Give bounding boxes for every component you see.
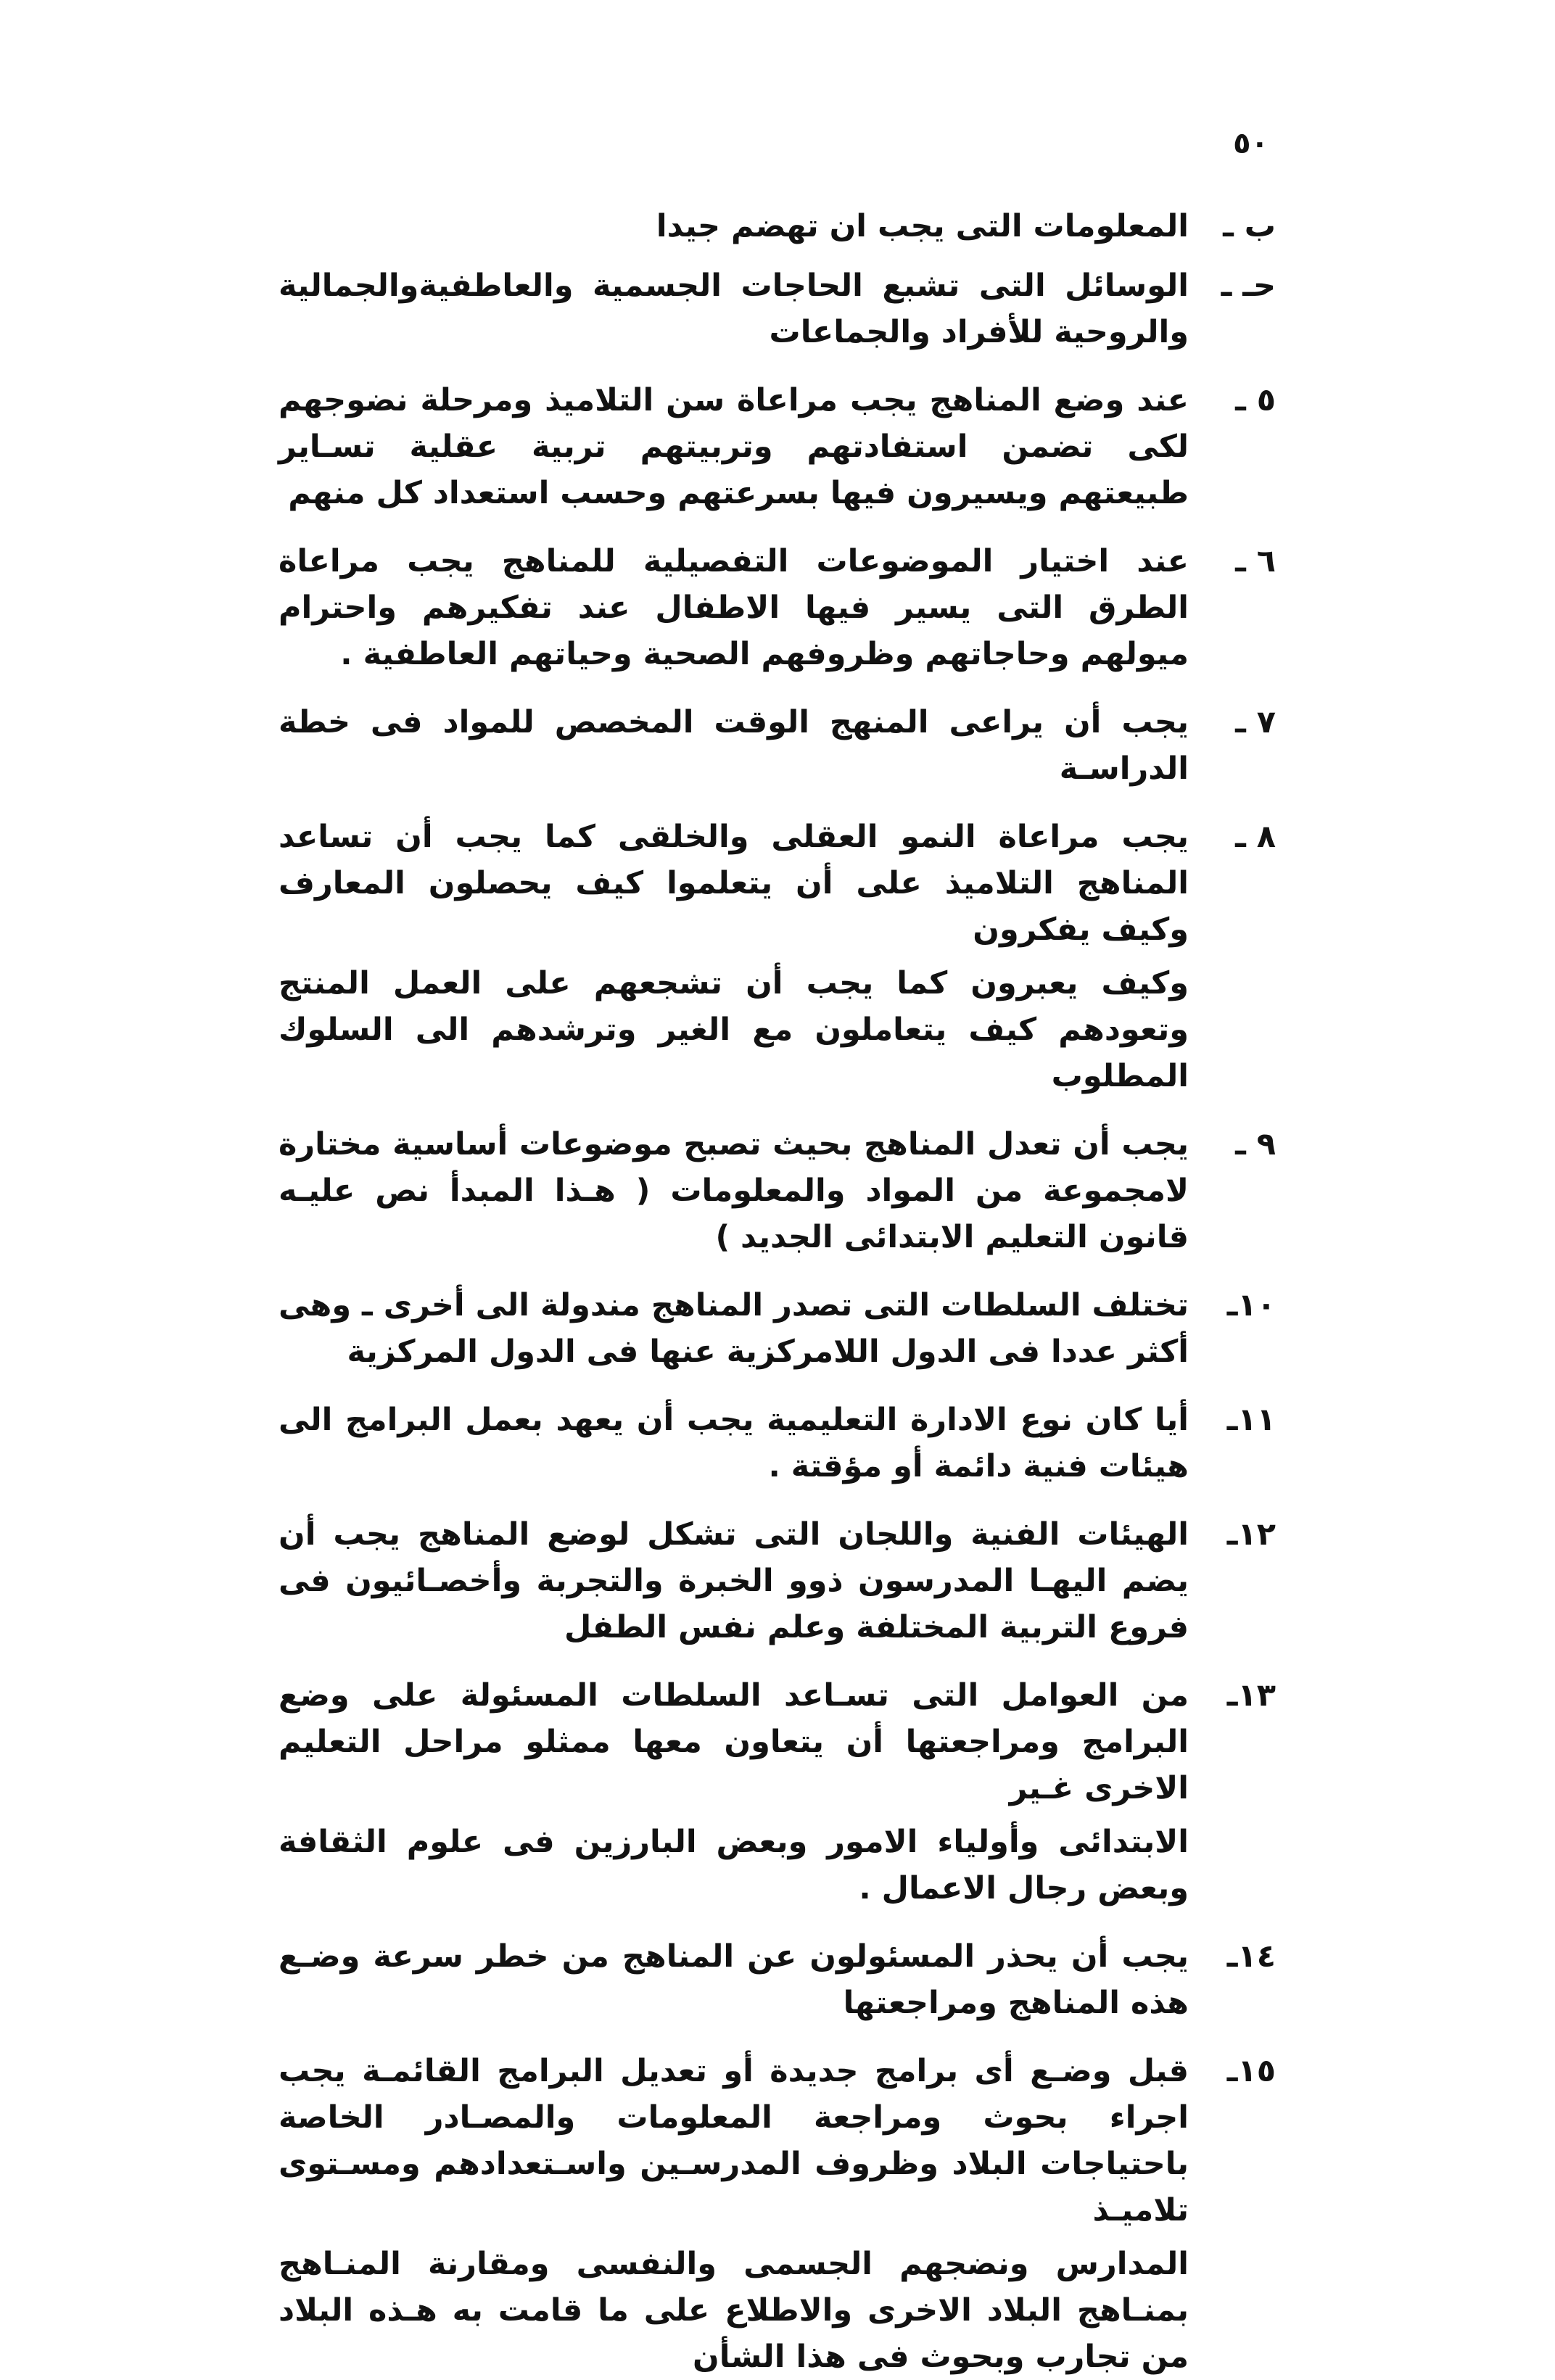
item-paragraph: من العوامل التى تسـاعد السلطات المسئولة على وضع البرامج ومراجعتها أن يتعاون معها ممثلو مراحل التعليم الاخرى غـير [279,1677,1189,1806]
item-marker: ١١ـ [1226,1402,1276,1438]
item-paragraph: الوسائل التى تشبع الحاجات الجسمية والعاطفيةوالجمالية والروحية للأفراد والجماعات [279,268,1189,350]
item-text [279,814,1189,1099]
item-text [279,263,1189,355]
item-marker: ٦ ـ [1235,543,1276,579]
list-item [279,538,1276,677]
list-item [279,814,1276,1099]
item-paragraph: الابتدائى وأولياء الامور وبعض البارزين فى علوم الثقافة وبعض رجال الاعمال . [279,1824,1189,1906]
item-text [279,1933,1189,2026]
item-paragraph: عند اختيار الموضوعات التفصيلية للمناهج يجب مراعاة الطرق التى يسير فيها الاطفال عند تفكيرهم واحترام ميولهم وحاجاتهم وظروفهم الصحية وحياتهم العاطفية . [279,543,1189,672]
item-marker: ١٠ـ [1226,1287,1276,1323]
item-paragraph: تختلف السلطات التى تصدر المناهج مندولة الى أخرى ـ وهى أكثر عددا فى الدول اللامركزية عنها فى الدول المركزية [279,1287,1189,1370]
item-paragraph: عند وضع المناهج يجب مراعاة سن التلاميذ ومرحلة نضوجهم لكى تضمن استفادتهم وتربيتهم تربية عقلية تسـاير طبيعتهم ويسيرون فيها بسرعتهم وحسب استعداد كل منهم [279,382,1189,511]
list-item [279,1933,1276,2026]
item-marker: ب ـ [1223,208,1276,244]
item-marker: ١٤ـ [1226,1938,1276,1975]
item-paragraph: الهيئات الفنية واللجان التى تشكل لوضع المناهج يجب أن يضم اليهـا المدرسون ذوو الخبرة والتجربة وأخصـائيون فى فروع التربية المختلفة وعلم نفس الطفل [279,1516,1189,1645]
item-text [279,1672,1189,1912]
item-paragraph: أيا كان نوع الادارة التعليمية يجب أن يعهد بعمل البرامج الى هيئات فنية دائمة أو مؤقتة . [279,1402,1189,1484]
item-text [279,1397,1189,1489]
item-text [279,2048,1189,2380]
item-paragraph: يجب أن يحذر المسئولون عن المناهج من خطر سرعة وضـع هذه المناهج ومراجعتها [279,1938,1189,2021]
item-marker: ٧ ـ [1235,704,1276,740]
list-item [279,377,1276,516]
item-marker: ٩ ـ [1235,1126,1276,1162]
list-item [279,1397,1276,1489]
item-marker: ١٥ـ [1226,2053,1276,2089]
item-marker: ٨ ـ [1235,819,1276,855]
item-text [279,699,1189,792]
item-paragraph: المدارس ونضجهم الجسمى والنفسى ومقارنة المنـاهج بمنـاهج البلاد الاخرى والاطلاع على ما قامت به هـذه البلاد من تجارب وبحوث فى هذا الشأن [279,2246,1189,2375]
item-paragraph: المعلومات التى يجب ان تهضم جيدا [656,208,1189,244]
item-paragraph: يجب مراعاة النمو العقلى والخلقى كما يجب أن تساعد المناهج التلاميذ على أن يتعلموا كيف يحصلون المعارف وكيف يفكرون [279,819,1189,948]
item-text [279,1511,1189,1650]
list-item [279,1511,1276,1650]
item-paragraph: وكيف يعبرون كما يجب أن تشجعهم على العمل المنتج وتعودهم كيف يتعاملون مع الغير وترشدهم الى السلوك المطلوب [279,965,1189,1094]
item-text [279,377,1189,516]
list-item [279,263,1276,355]
item-text [279,538,1189,677]
list-item [279,203,1276,249]
page-number: ٥٠ [1233,127,1269,160]
page-content [279,203,1276,2380]
item-marker: ٥ ـ [1235,382,1276,418]
item-marker: ١٢ـ [1226,1516,1276,1553]
item-paragraph: قبل وضـع أى برامج جديدة أو تعديل البرامج القائمـة يجب اجراء بحوث ومراجعة المعلومات والمصـادر الخاصة باحتياجات البلاد وظروف المدرسـين واسـتعدادهم ومسـتوى تلاميـذ [279,2053,1189,2228]
item-marker: حـ ـ [1221,268,1276,304]
item-marker: ١٣ـ [1226,1677,1276,1714]
item-text [279,1282,1189,1375]
list-item [279,1121,1276,1260]
item-text [279,203,1189,249]
item-text [279,1121,1189,1260]
item-paragraph: يجب أن تعدل المناهج بحيث تصبح موضوعات أساسية مختارة لامجموعة من المواد والمعلومات ( هـذا المبدأ نص عليـه قانون التعليم الابتدائى الجديد ) [279,1126,1189,1255]
list-item [279,2048,1276,2380]
list-item [279,699,1276,792]
list-item [279,1672,1276,1912]
list-item [279,1282,1276,1375]
item-paragraph: يجب أن يراعى المنهج الوقت المخصص للمواد فى خطة الدراسـة [279,704,1189,787]
